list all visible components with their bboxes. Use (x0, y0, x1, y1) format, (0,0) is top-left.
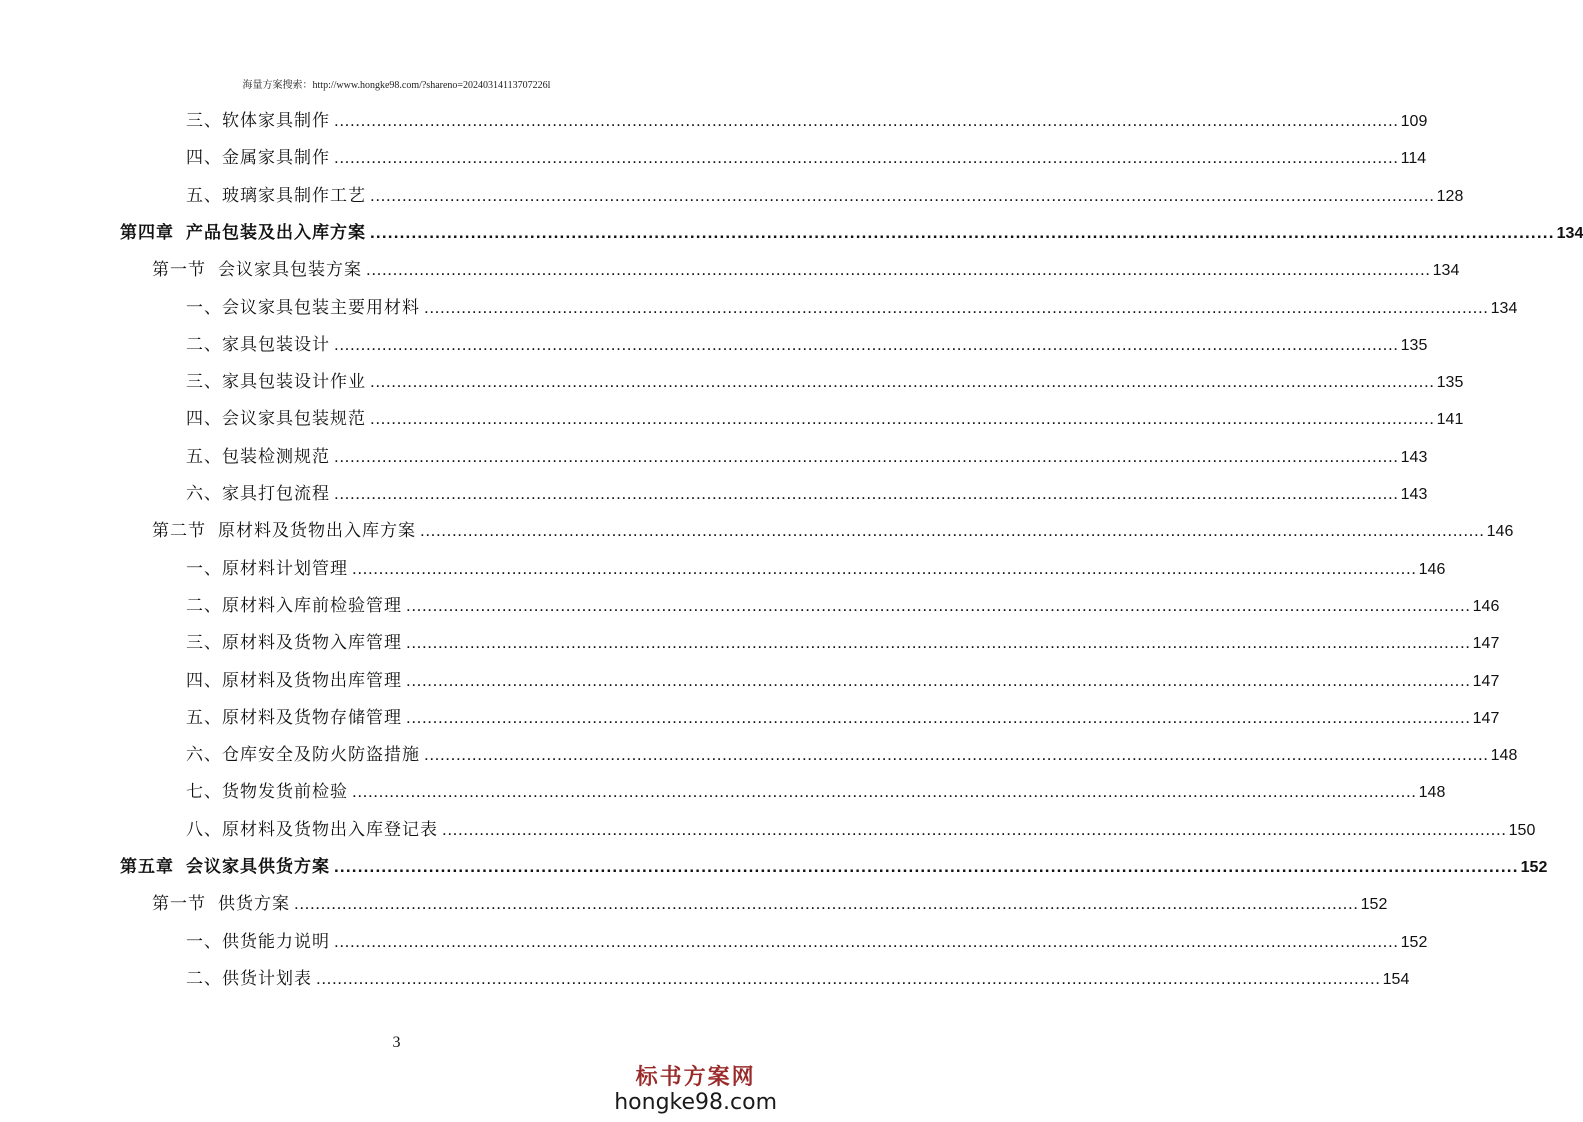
toc-dot-leader: ........................................................................................................................................................................................................ (334, 932, 1399, 951)
toc-entry-number: 八、 (186, 820, 222, 840)
toc-entry-item[interactable] (186, 927, 1428, 953)
toc-entry-item[interactable] (186, 106, 1428, 132)
toc-entry-title: 原材料及货物出入库登记表 (222, 820, 438, 840)
toc-entry-number: 三、 (186, 633, 222, 653)
toc-entry-title: 供货方案 (218, 894, 290, 914)
toc-entry-item[interactable] (186, 479, 1428, 505)
toc-entry-title: 原材料入库前检验管理 (222, 596, 402, 616)
toc-entry-title: 原材料及货物存储管理 (222, 708, 402, 728)
toc-entry-number: 五、 (186, 708, 222, 728)
toc-dot-leader: ........................................................................................................................................................................................................ (352, 782, 1417, 801)
toc-entry-item[interactable] (186, 666, 1500, 692)
toc-entry-page: 146 (1418, 561, 1446, 578)
toc-entry-title: 会议家具包装主要用材料 (222, 298, 420, 318)
toc-entry-title: 包装检测规范 (222, 447, 330, 467)
toc-entry-page: 148 (1418, 784, 1446, 801)
toc-entry-number: 二、 (186, 596, 222, 616)
toc-entry-title: 原材料及货物出入库方案 (218, 521, 416, 541)
toc-entry-item[interactable] (186, 703, 1500, 729)
toc-entry-number: 第五章 (120, 857, 174, 877)
toc-entry-number: 五、 (186, 447, 222, 467)
toc-entry-title: 货物发货前检验 (222, 782, 348, 802)
toc-entry-page: 152 (1520, 859, 1548, 876)
toc-entry-item[interactable] (186, 293, 1518, 319)
toc-entry-chapter[interactable] (120, 218, 1583, 244)
toc-entry-title: 家具打包流程 (222, 484, 330, 504)
toc-dot-leader: ........................................................................................................................................................................................................ (334, 447, 1399, 466)
toc-dot-leader: ........................................................................................................................................................................................................ (420, 521, 1485, 540)
toc-entry-number: 四、 (186, 671, 222, 691)
toc-dot-leader: ........................................................................................................................................................................................................ (370, 223, 1555, 242)
watermark-logo (614, 1066, 777, 1114)
toc-entry-title: 原材料及货物出库管理 (222, 671, 402, 691)
toc-entry-number: 一、 (186, 932, 222, 952)
toc-entry-title: 供货能力说明 (222, 932, 330, 952)
toc-entry-title: 金属家具制作 (222, 148, 330, 168)
toc-dot-leader: ........................................................................................................................................................................................................ (366, 260, 1431, 279)
toc-entry-item[interactable] (186, 815, 1536, 841)
toc-entry-item[interactable] (186, 143, 1427, 169)
toc-entry-page: 148 (1490, 747, 1518, 764)
toc-dot-leader: ........................................................................................................................................................................................................ (334, 111, 1399, 130)
toc-entry-page: 143 (1400, 486, 1428, 503)
toc-entry-title: 供货计划表 (222, 969, 312, 989)
toc-dot-leader: ........................................................................................................................................................................................................ (406, 633, 1471, 652)
toc-entry-page: 147 (1472, 710, 1500, 727)
watermark-cn: 标书方案网 (635, 1064, 756, 1090)
toc-dot-leader: ........................................................................................................................................................................................................ (352, 559, 1417, 578)
toc-entry-page: 143 (1400, 449, 1428, 466)
toc-entry-item[interactable] (186, 404, 1464, 430)
toc-entry-title: 原材料及货物入库管理 (222, 633, 402, 653)
toc-dot-leader: ........................................................................................................................................................................................................ (406, 671, 1471, 690)
toc-entry-number: 一、 (186, 298, 222, 318)
toc-entry-page: 135 (1400, 337, 1428, 354)
toc-entry-number: 三、 (186, 111, 222, 131)
toc-dot-leader: ........................................................................................................................................................................................................ (442, 820, 1507, 839)
toc-entry-title: 原材料计划管理 (222, 559, 348, 579)
page-number: 3 (392, 1034, 401, 1051)
toc-dot-leader: ........................................................................................................................................................................................................ (424, 745, 1489, 764)
toc-entry-page: 141 (1436, 411, 1464, 428)
page-header: 海量方案搜索：http://www.hongke98.com/?shareno=20240314113707226l (242, 80, 551, 91)
toc-dot-leader: ........................................................................................................................................................................................................ (424, 298, 1489, 317)
toc-entry-title: 玻璃家具制作工艺 (222, 186, 366, 206)
toc-entry-item[interactable] (186, 554, 1446, 580)
toc-entry-title: 家具包装设计 (222, 335, 330, 355)
toc-dot-leader: ........................................................................................................................................................................................................ (294, 894, 1359, 913)
toc-entry-title: 仓库安全及防火防盗措施 (222, 745, 420, 765)
toc-entry-section[interactable] (152, 516, 1514, 542)
toc-entry-number: 第一节 (152, 260, 206, 280)
toc-entry-section[interactable] (152, 255, 1460, 281)
toc-entry-number: 四、 (186, 148, 222, 168)
toc-entry-chapter[interactable] (120, 852, 1548, 878)
toc-entry-number: 二、 (186, 335, 222, 355)
toc-entry-item[interactable] (186, 964, 1410, 990)
toc-entry-page: 147 (1472, 673, 1500, 690)
toc-entry-number: 五、 (186, 186, 222, 206)
toc-entry-number: 一、 (186, 559, 222, 579)
toc-dot-leader: ........................................................................................................................................................................................................ (370, 186, 1435, 205)
toc-dot-leader: ........................................................................................................................................................................................................ (406, 708, 1471, 727)
toc-dot-leader: ........................................................................................................................................................................................................ (334, 148, 1399, 167)
toc-entry-page: 152 (1360, 896, 1388, 913)
toc-entry-number: 第二节 (152, 521, 206, 541)
watermark-url: hongke98.com (614, 1090, 777, 1115)
toc-entry-item[interactable] (186, 777, 1446, 803)
toc-entry-page: 150 (1508, 822, 1536, 839)
toc-entry-page: 128 (1436, 188, 1464, 205)
toc-entry-item[interactable] (186, 442, 1428, 468)
toc-dot-leader: ........................................................................................................................................................................................................ (334, 335, 1399, 354)
toc-entry-number: 六、 (186, 745, 222, 765)
toc-entry-page: 154 (1382, 971, 1410, 988)
toc-dot-leader: ........................................................................................................................................................................................................ (334, 484, 1399, 503)
toc-entry-page: 152 (1400, 934, 1428, 951)
toc-entry-page: 147 (1472, 635, 1500, 652)
toc-entry-title: 家具包装设计作业 (222, 372, 366, 392)
toc-entry-page: 114 (1400, 150, 1427, 167)
toc-entry-item[interactable] (186, 367, 1464, 393)
toc-dot-leader: ........................................................................................................................................................................................................ (334, 857, 1519, 876)
toc-entry-item[interactable] (186, 628, 1500, 654)
toc-entry-title: 软体家具制作 (222, 111, 330, 131)
toc-dot-leader: ........................................................................................................................................................................................................ (316, 969, 1381, 988)
toc-entry-number: 第一节 (152, 894, 206, 914)
toc-entry-item[interactable] (186, 181, 1464, 207)
toc-entry-item[interactable] (186, 330, 1428, 356)
toc-entry-page: 134 (1556, 225, 1583, 242)
toc-entry-section[interactable] (152, 889, 1388, 915)
toc-entry-title: 产品包装及出入库方案 (186, 223, 366, 243)
toc-entry-number: 三、 (186, 372, 222, 392)
toc-entry-page: 135 (1436, 374, 1464, 391)
toc-entry-title: 会议家具包装方案 (218, 260, 362, 280)
toc-entry-page: 146 (1472, 598, 1500, 615)
toc-entry-number: 第四章 (120, 223, 174, 243)
toc-entry-item[interactable] (186, 591, 1500, 617)
toc-entry-page: 134 (1490, 300, 1518, 317)
toc-dot-leader: ........................................................................................................................................................................................................ (370, 409, 1435, 428)
toc-entry-page: 134 (1432, 262, 1460, 279)
toc-entry-number: 六、 (186, 484, 222, 504)
toc-dot-leader: ........................................................................................................................................................................................................ (370, 372, 1435, 391)
toc-entry-number: 四、 (186, 409, 222, 429)
toc-entry-number: 二、 (186, 969, 222, 989)
toc-dot-leader: ........................................................................................................................................................................................................ (406, 596, 1471, 615)
toc-entry-number: 七、 (186, 782, 222, 802)
toc-entry-page: 146 (1486, 523, 1514, 540)
toc-entry-title: 会议家具供货方案 (186, 857, 330, 877)
toc-entry-item[interactable] (186, 740, 1518, 766)
toc-entry-page: 109 (1400, 113, 1428, 130)
toc-entry-title: 会议家具包装规范 (222, 409, 366, 429)
